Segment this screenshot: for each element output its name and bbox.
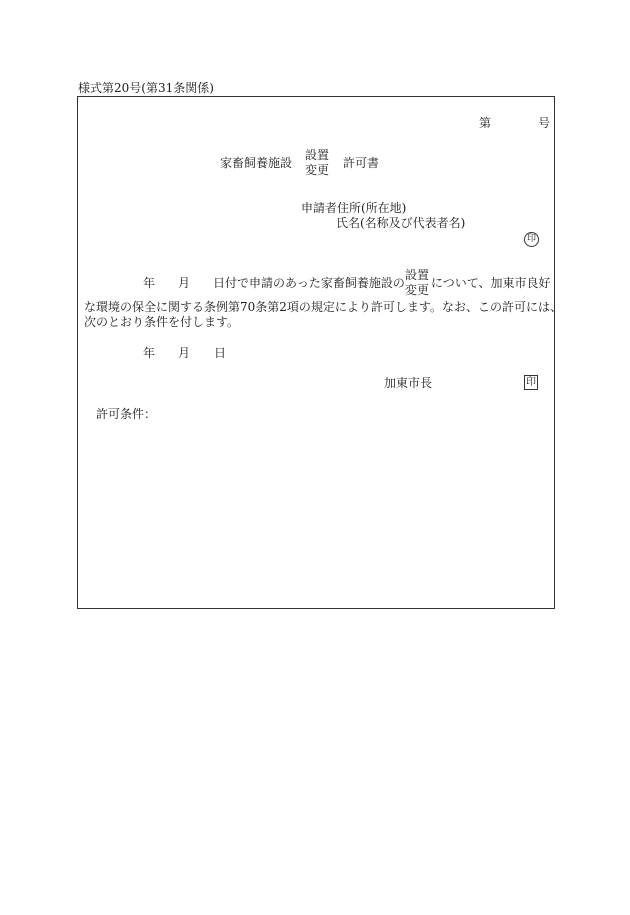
applicant-seal-mark: 印 (524, 232, 539, 247)
issuer-title: 加東市長 (384, 376, 433, 390)
number-prefix: 第 (479, 116, 492, 130)
date-day: 日 (214, 346, 227, 360)
body-option-setting: 設置 (405, 268, 430, 282)
form-number-label: 様式第20号(第31条関係) (78, 81, 214, 95)
conditions-label: 許可条件： (96, 407, 157, 421)
title-option-setting: 設置 (305, 148, 330, 162)
title-option-change: 変更 (305, 163, 330, 177)
applicant-name-label: 氏名(名称及び代表者名) (336, 216, 466, 230)
body-month: 月 (178, 276, 191, 290)
body-line1-middle: 日付で申請のあった家畜飼養施設の (213, 276, 405, 290)
body-line1-end: について、加東市良好 (431, 276, 551, 290)
issuer-seal-mark: 印 (526, 377, 536, 388)
number-suffix: 号 (538, 116, 551, 130)
body-option-stack (405, 268, 429, 298)
body-line2: な環境の保全に関する条例第70条第2項の規定により許可します。なお、この許可には、 (84, 300, 562, 314)
title-suffix: 許可書 (343, 156, 380, 170)
title-option-stack (305, 148, 329, 178)
body-line3: 次のとおり条件を付します。 (84, 315, 240, 329)
applicant-address-label: 申請者住所(所在地) (301, 201, 407, 215)
title-prefix: 家畜飼養施設 (220, 156, 293, 170)
body-option-change: 変更 (405, 283, 430, 297)
date-year: 年 (143, 346, 156, 360)
body-year: 年 (143, 276, 156, 290)
date-month: 月 (178, 346, 191, 360)
